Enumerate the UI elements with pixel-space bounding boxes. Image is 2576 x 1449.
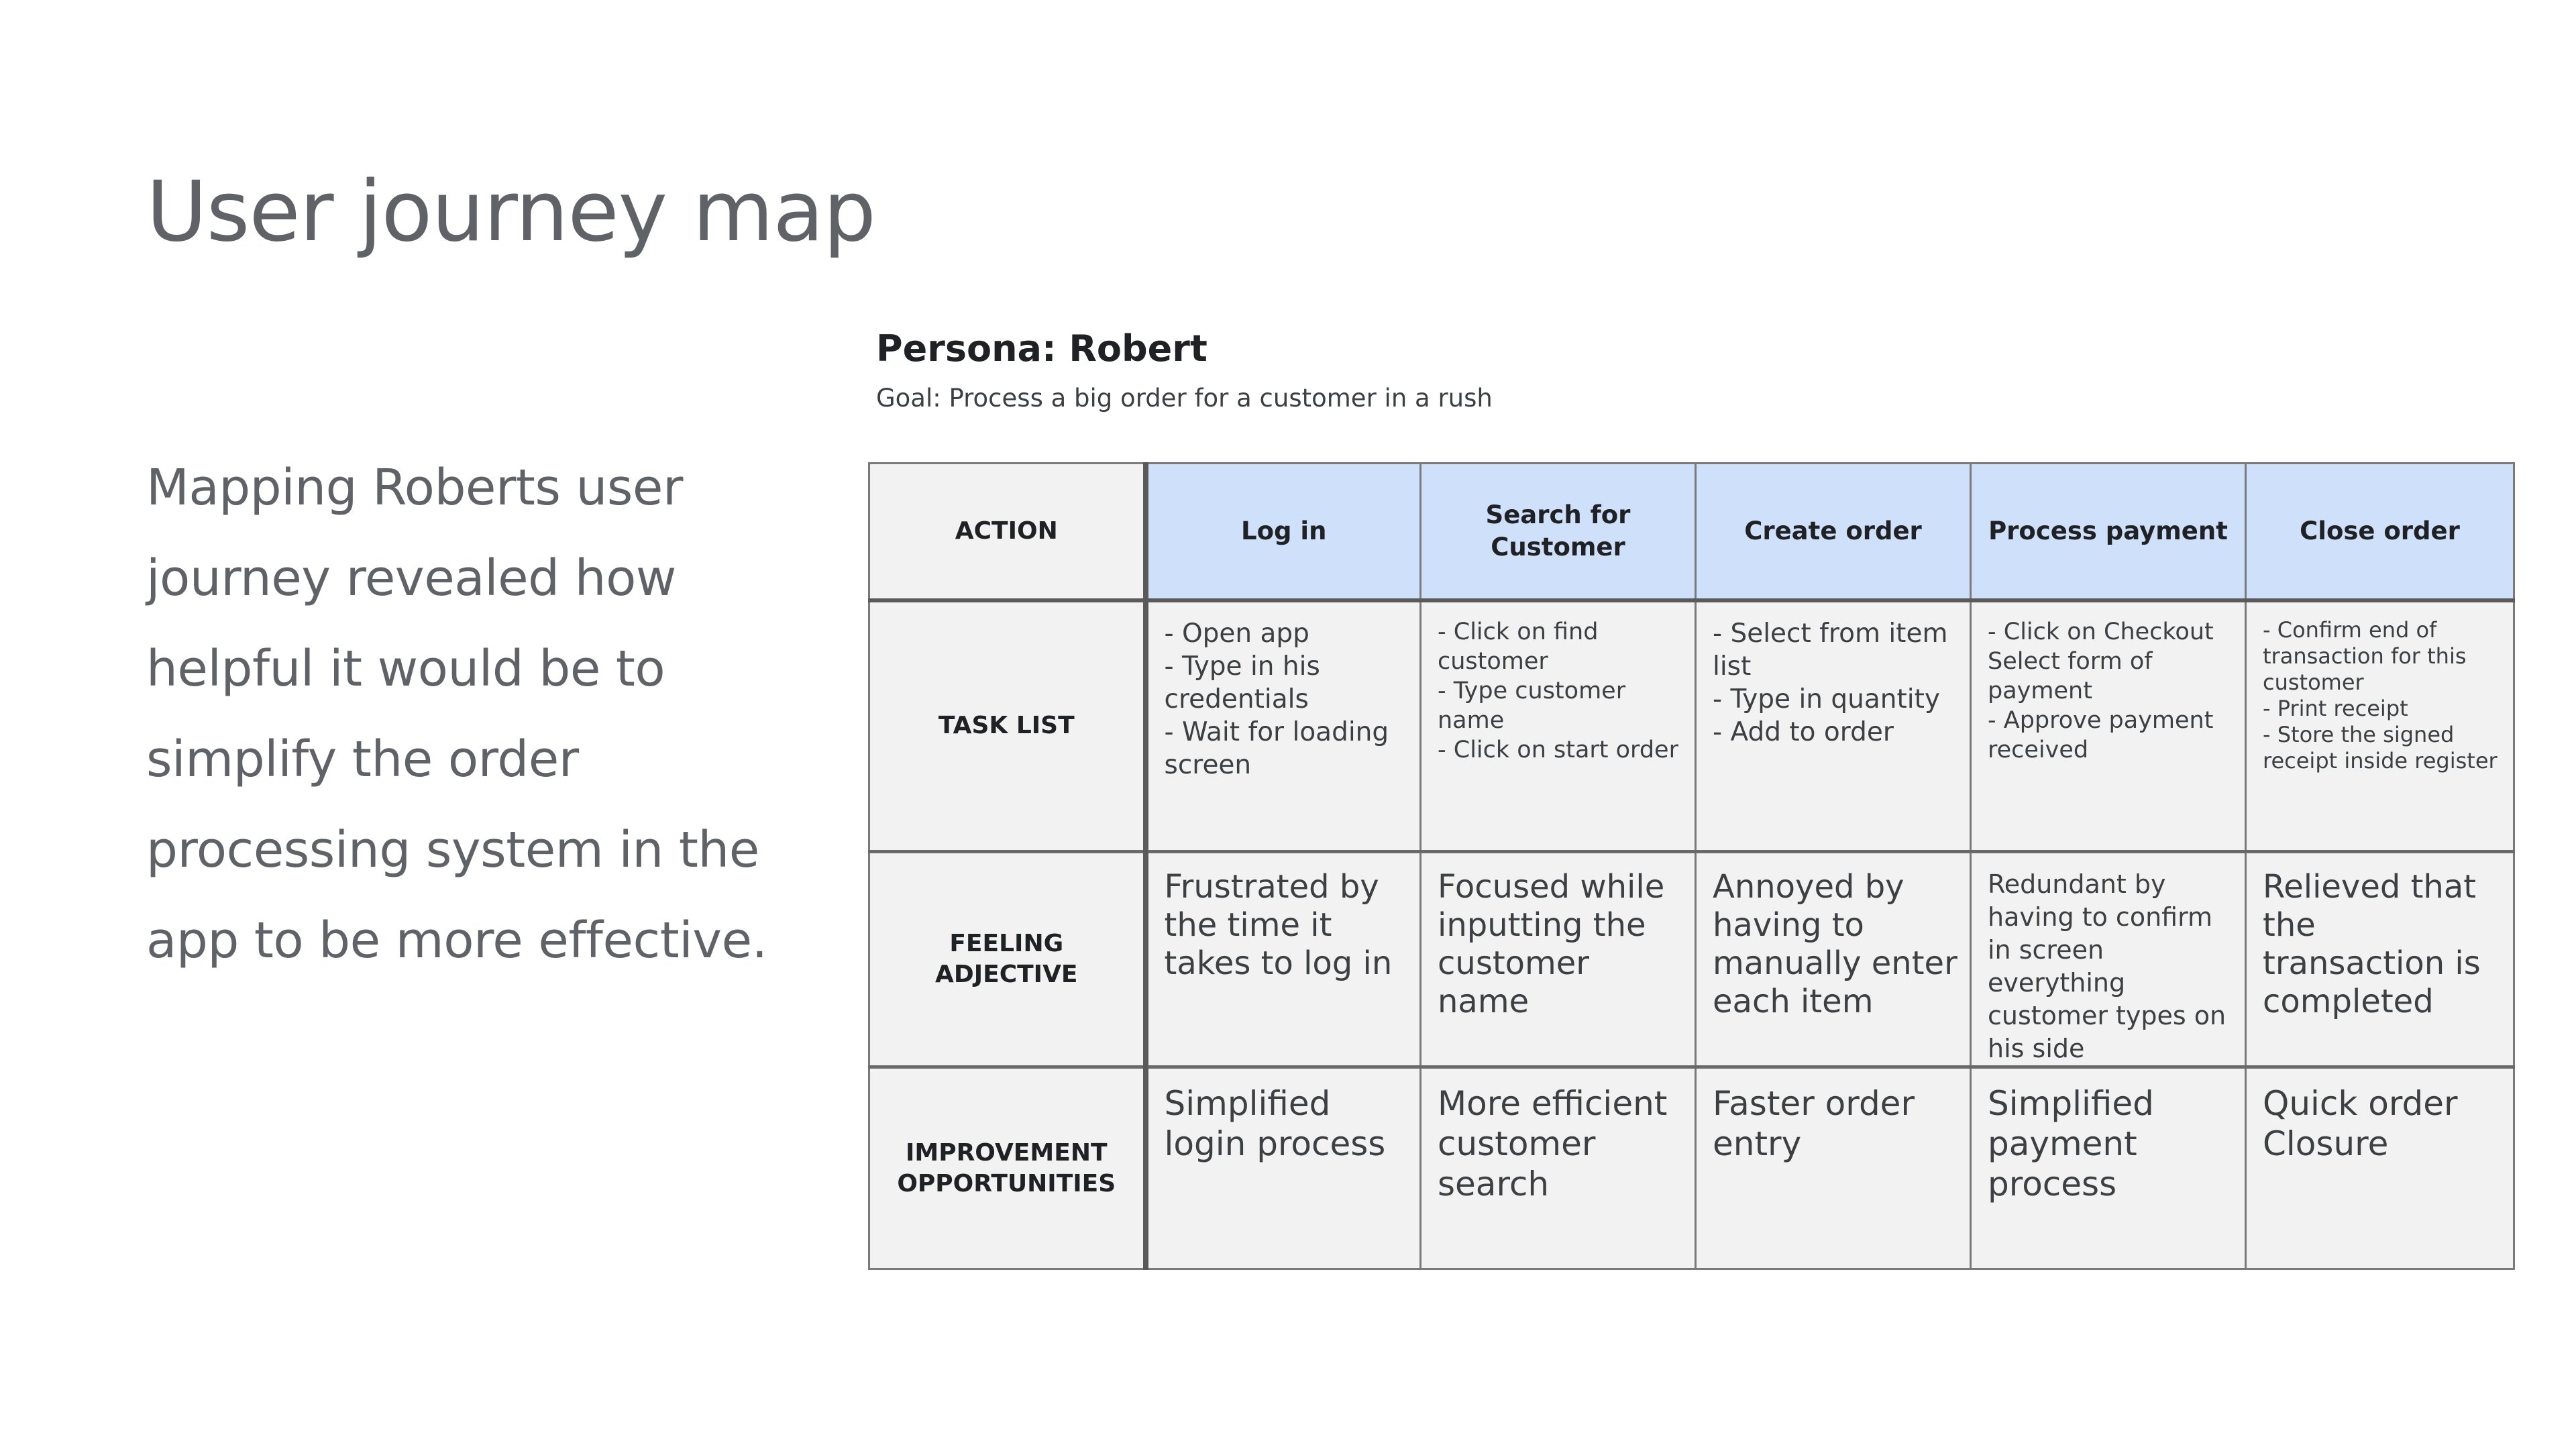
- improvement-row: [869, 1067, 2514, 1269]
- improvement-cell-search-customer: More efficient customer search: [1421, 1067, 1696, 1269]
- action-search-customer: Search for Customer: [1421, 464, 1696, 600]
- persona-title: Persona: Robert: [876, 327, 1208, 370]
- action-close-order: Close order: [2246, 464, 2514, 600]
- row-label-task-list: TASK LIST: [869, 600, 1146, 852]
- feeling-row: [869, 852, 2514, 1067]
- feeling-cell-search-customer: Focused while inputting the customer name: [1421, 852, 1696, 1067]
- task-item: - Type customer name: [1438, 677, 1626, 734]
- slide-title: User journey map: [146, 164, 875, 260]
- task-item: - Click on start order: [1438, 736, 1678, 763]
- task-item: - Type in his credentials: [1164, 651, 1320, 714]
- journey-map-table: [868, 462, 2515, 1270]
- feeling-cell-close-order: Relieved that the transaction is completed: [2246, 852, 2514, 1067]
- task-item: - Print receipt: [2263, 695, 2408, 721]
- task-list-row: [869, 600, 2514, 852]
- task-item: - Click on find customer: [1438, 618, 1599, 675]
- improvement-cell-close-order: Quick order Closure: [2246, 1067, 2514, 1269]
- task-cell-create-order: [1696, 600, 1971, 852]
- task-item: - Wait for loading screen: [1164, 716, 1389, 780]
- feeling-cell-process-payment: Redundant by having to confirm in screen everything customer types on his side: [1971, 852, 2246, 1067]
- persona-goal: Goal: Process a big order for a customer in a rush: [876, 384, 1493, 413]
- task-cell-search-customer: [1421, 600, 1696, 852]
- task-cell-close-order: [2246, 600, 2514, 852]
- row-label-improvement: IMPROVEMENT OPPORTUNITIES: [869, 1067, 1146, 1269]
- row-label-action: ACTION: [869, 464, 1146, 600]
- action-create-order: Create order: [1696, 464, 1971, 600]
- action-row: [869, 464, 2514, 600]
- feeling-cell-create-order: Annoyed by having to manually enter each item: [1696, 852, 1971, 1067]
- task-item: - Select from item list: [1713, 618, 1948, 682]
- task-item: - Approve payment received: [1988, 706, 2214, 763]
- task-item: - Open app: [1164, 618, 1309, 649]
- row-label-feeling: FEELING ADJECTIVE: [869, 852, 1146, 1067]
- slide-body-text: Mapping Roberts user journey revealed how helpful it would be to simplify the order processing system in the app to be more effective.: [146, 459, 767, 969]
- feeling-cell-log-in: Frustrated by the time it takes to log in: [1146, 852, 1421, 1067]
- task-item: - Click on Checkout Select form of payment: [1988, 618, 2214, 704]
- improvement-cell-log-in: Simplified login process: [1146, 1067, 1421, 1269]
- improvement-cell-process-payment: Simplified payment process: [1971, 1067, 2246, 1269]
- task-item: - Store the signed receipt inside register: [2263, 721, 2498, 773]
- action-log-in: Log in: [1146, 464, 1421, 600]
- action-process-payment: Process payment: [1971, 464, 2246, 600]
- task-cell-process-payment: [1971, 600, 2246, 852]
- improvement-cell-create-order: Faster order entry: [1696, 1067, 1971, 1269]
- task-item: - Type in quantity: [1713, 684, 1940, 714]
- task-cell-log-in: [1146, 600, 1421, 852]
- task-item: - Confirm end of transaction for this customer: [2263, 616, 2467, 695]
- task-item: - Add to order: [1713, 716, 1894, 747]
